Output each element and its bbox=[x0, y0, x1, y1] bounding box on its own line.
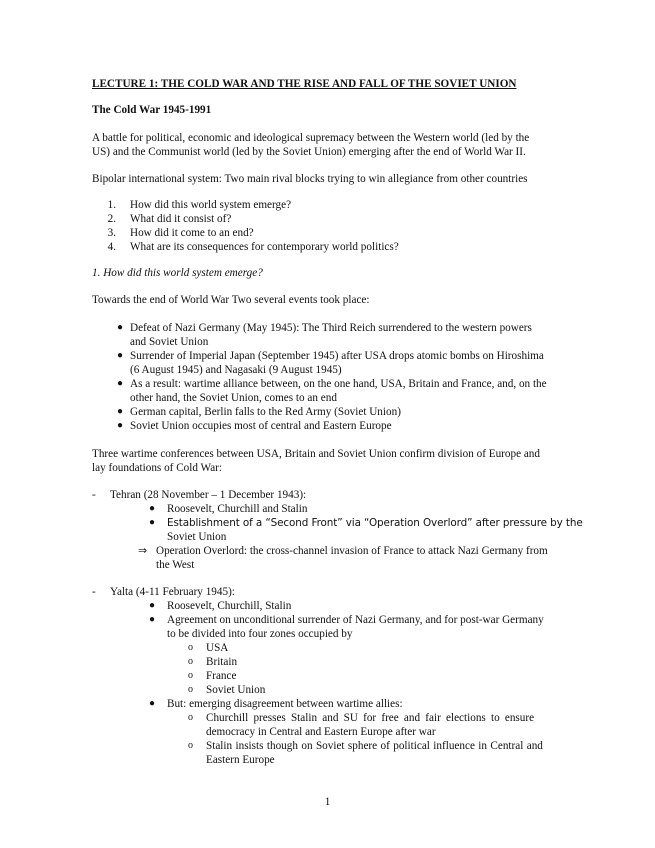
bullet-icon: ● bbox=[148, 517, 156, 528]
bullet-icon: ● bbox=[116, 350, 124, 361]
dash-marker: - bbox=[92, 586, 96, 598]
bullet-icon: ● bbox=[116, 406, 124, 417]
bipolar-paragraph: Bipolar international system: Two main rival blocks trying to win allegiance from other countries bbox=[92, 173, 528, 185]
conferences-intro-2: lay foundations of Cold War: bbox=[92, 462, 223, 474]
circle-bullet-icon: o bbox=[188, 740, 193, 751]
page-number: 1 bbox=[324, 796, 331, 808]
events-intro: Towards the end of World War Two several events took place: bbox=[92, 294, 370, 306]
circle-bullet-icon: o bbox=[188, 656, 193, 667]
bullet-icon: ● bbox=[116, 378, 124, 389]
intro-line-1: A battle for political, economic and ideological supremacy between the Western world (led by the bbox=[92, 132, 530, 144]
bullet-icon: ● bbox=[148, 614, 156, 625]
bullet-icon: ● bbox=[148, 698, 156, 709]
question-text: What did it consist of? bbox=[130, 213, 232, 225]
intro-line-2: US) and the Communist world (led by the Soviet Union) emerging after the end of World War II. bbox=[92, 146, 526, 158]
lecture-title: LECTURE 1: THE COLD WAR AND THE RISE AND FALL OF THE SOVIET UNION bbox=[92, 78, 517, 90]
question-number: 3. bbox=[107, 227, 116, 239]
disagreement-item-cont: Eastern Europe bbox=[206, 754, 275, 766]
circle-bullet-icon: o bbox=[188, 642, 193, 653]
event-item-cont: and Soviet Union bbox=[130, 336, 209, 348]
yalta-item-cont: to be divided into four zones occupied by bbox=[167, 628, 353, 640]
bullet-icon: ● bbox=[148, 503, 156, 514]
event-item-cont: (6 August 1945) and Nagasaki (9 August 1945) bbox=[130, 364, 342, 376]
bullet-icon: ● bbox=[116, 322, 124, 333]
question-number: 2. bbox=[107, 213, 116, 225]
circle-bullet-icon: o bbox=[188, 670, 193, 681]
question-text: What are its consequences for contemporary world politics? bbox=[130, 241, 399, 253]
conferences-intro-1: Three wartime conferences between USA, Britain and Soviet Union confirm division of Europe and bbox=[92, 448, 540, 460]
circle-bullet-icon: o bbox=[188, 712, 193, 723]
bullet-icon: ● bbox=[148, 600, 156, 611]
question-number: 4. bbox=[107, 241, 116, 253]
event-item-cont: other hand, the Soviet Union, comes to an end bbox=[130, 392, 337, 404]
section-heading: 1. How did this world system emerge? bbox=[92, 267, 263, 279]
circle-bullet-icon: o bbox=[188, 684, 193, 695]
dash-marker: - bbox=[92, 489, 96, 501]
question-text: How did this world system emerge? bbox=[130, 199, 292, 211]
question-text: How did it come to an end? bbox=[130, 227, 254, 239]
disagreement-item-cont: democracy in Central and Eastern Europe after war bbox=[206, 726, 436, 738]
question-number: 1. bbox=[107, 199, 116, 211]
bullet-icon: ● bbox=[116, 420, 124, 431]
arrow-right-icon: ⇒ bbox=[138, 545, 148, 557]
section-subtitle: The Cold War 1945-1991 bbox=[92, 104, 212, 116]
tehran-item-cont: Soviet Union bbox=[167, 531, 227, 543]
tehran-note-cont: the West bbox=[156, 559, 195, 571]
